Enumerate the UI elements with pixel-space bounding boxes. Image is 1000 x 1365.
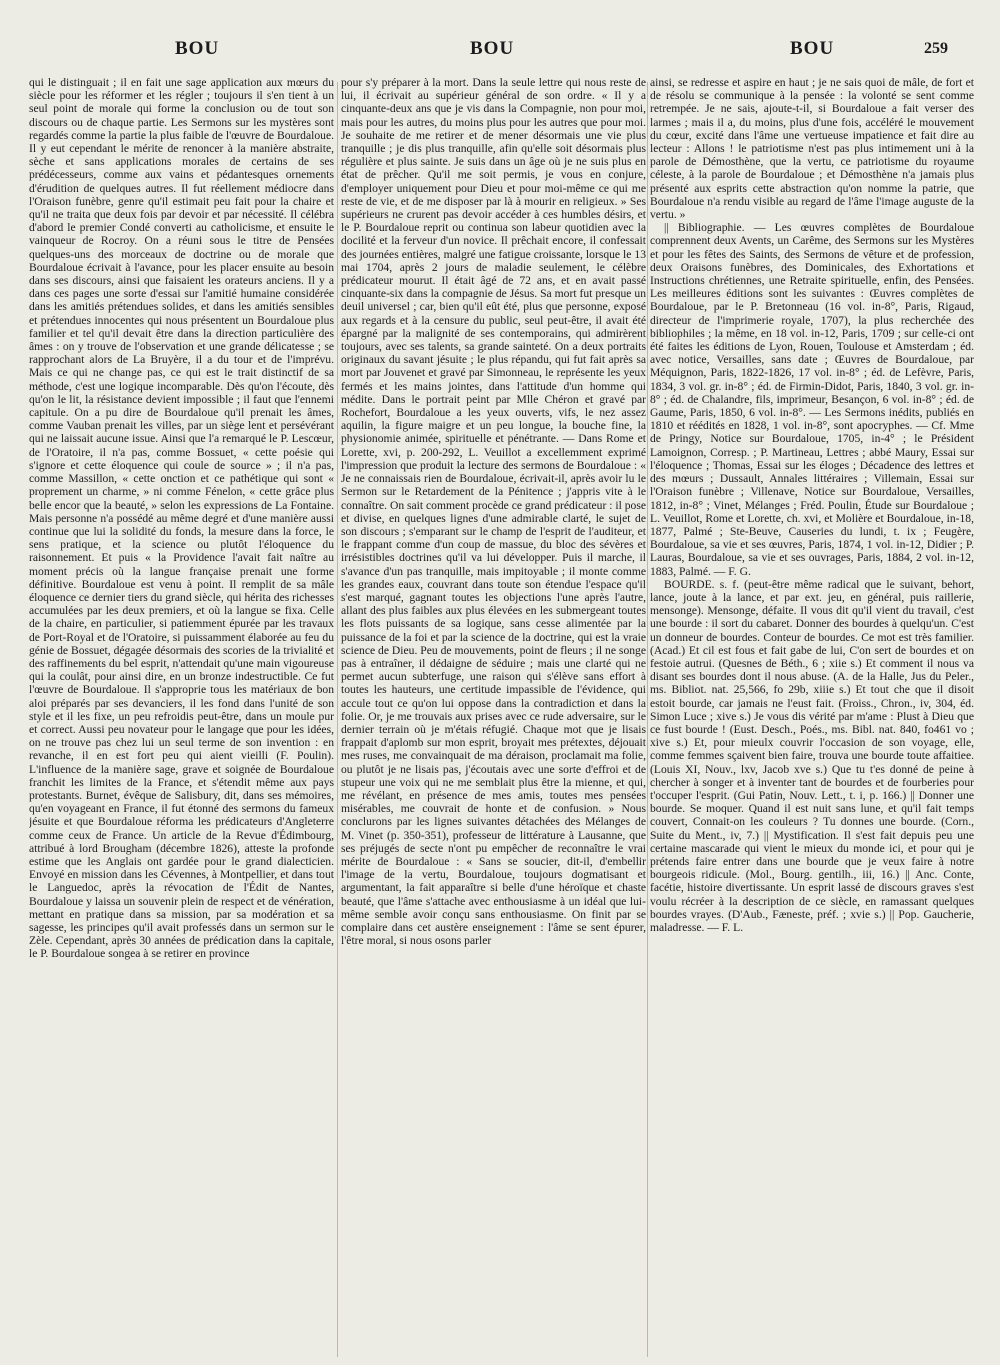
paragraph-bibliography: || Bibliographie. — Les œuvres complètes de Bourdaloue comprennent deux Avents, un Carême, des Sermons sur les Mystères et pour les fêtes des Saints, des Sermons de vêture et de profession, deux Oraisons funèbres, des Dominicales, des Exhortations et Instructions chrétiennes, une Retraite spirituelle, enfin, des Pensées. Les meilleures éditions sont les suivantes : Œuvres complètes de Bourdaloue, par le P. Bretonneau (16 vol. in-8°, Paris, Rigaud, directeur de l'imprimerie royale, 1707), la plus recherchée des bibliophiles ; la même, en 18 vol. in-12, Paris, 1709 ; sur celle-ci ont été faites les éditions de Lyon, Rouen, Toulouse et Amsterdam ; éd. avec notice, Versailles, sans date ; Œuvres de Bourdaloue, par Méquignon, Paris, 1822-1826, 17 vol. in-8° ; éd. de Lefèvre, Paris, 1834, 3 vol. gr. in-8° ; éd. de Firmin-Didot, Paris, 1840, 3 vol. gr. in-8° ; éd. de Chalandre, fils, imprimeur, Besançon, 6 vol. in-8° ; éd. de Gaume, Paris, 1850, 6 vol. in-8°. — Les Sermons inédits, publiés en 1810 et réédités en 1828, 1 vol. in-8°, sont apocryphes. — Cf. Mme de Pringy, Notice sur Bourdaloue, 1705, in-4° ; le Président Lamoignon, Corresp. ; P. Martineau, Lettres ; abbé Maury, Essai sur l'éloquence ; Thomas, Essai sur les éloges ; Décadence des lettres et des mœurs ; Dussault, Annales littéraires ; Villemain, Essai sur l'Oraison funèbre ; Villenave, Notice sur Bourdaloue, Versailles, 1812, in-8° ; Vinet, Mélanges ; Fréd. Poulin, Étude sur Bourdaloue ; L. Veuillot, Rome et Lorette, ch. xvi, et Molière et Bourdaloue, in-18, 1877, Palmé ; Ste-Beuve, Causeries du lundi, t. ix ; Feugère, Bourdaloue, sa vie et ses œuvres, Paris, 1874, 1 vol. in-12, Didier ; P. Lauras, Bourdaloue, sa vie et ses ouvrages, Paris, 1884, 2 vol. in-12, 1883, Palmé. — F. G. xyxy=(650,221,974,578)
paragraph-bourdaloue-style: qui le distinguait ; il en fait une sage application aux mœurs du siècle pour les réformer et les régler ; toujours il s'en tient à un seul point de morale qui forme la conclusion ou de tout son discours ou de chaque partie. Les Sermons sur les mystères sont regardés comme la partie la plus faible de l'œuvre de Bourdaloue. Il y eut cependant le mérite de renoncer à la manière abstraite, sèche et sans applications morales de certains de ses prédécesseurs, comme aux vains et pédantesques ornements d'érudition de quelques autres. Il fut réellement médiocre dans l'Oraison funèbre, genre qu'il estimait peu fait pour la chaire et qu'il ne traita que deux fois par devoir et par nécessité. Il célébra d'abord le premier Condé converti au catholicisme, et ensuite le vainqueur de Rocroy. On a réuni sous le titre de Pensées quelques-uns des morceaux de doctrine ou de morale que Bourdaloue écrivait à l'avance, pour les placer ensuite au besoin dans ses discours, ainsi que faisaient les orateurs anciens. Il y a dans ces pages une sorte d'essai sur l'amitié humaine considérée dans les amitiés prétendues solides, et dans les amitiés sensibles et prétendues innocentes qui nous présentent un Bourdaloue plus familier et tel qu'il devait être dans la direction particulière des âmes : on y trouve de l'observation et une grande délicatesse ; se rapprochant alors de La Bruyère, il a du tour et de l'imprévu. Mais ce qui ne change pas, ce qui est le trait distinctif de sa méthode, c'est une logique incomparable. Dès qu'on l'écoute, dès qu'on le lit, la résistance devient impossible ; il faut que l'ennemi capitule. On a pu dire de Bourdaloue qu'il prenait les âmes, comme Vauban prenait les villes, par un siège lent et persévérant qui ne laissait aucune issue. Ainsi que l'a remarqué le P. Lescœur, de l'Oratoire, il n'a pas, comme Bossuet, « cette poésie qui s'ignore et cette éloquence qui coule de source » ; il n'a pas, comme Massillon, « cette onction et ce pathétique qui sont « proprement un charme, » ni comme Fénelon, « cette grâce plus belle encor que la beauté, » selon les expressions de La Fontaine. Mais personne n'a possédé au même degré et d'une manière aussi continue que lui la solidité du fonds, la mesure dans la force, le sens pratique, et la science ou plutôt l'éloquence du raisonnement. Et puis « la Providence l'avait fait naître au moment précis où la langue française prenait une forme définitive. Bourdaloue est venu à point. Il remplit de sa mâle éloquence ce dernier tiers du grand siècle, qui hérita des richesses accumulées par les deux premiers, et où la langue se fixa. Celle de la chaire, en particulier, si patiemment épurée par les travaux de Port-Royal et de l'Oratoire, si puissamment élaborée au feu du génie de Bossuet, dégagée désormais des scories de la trivialité et des raffinements du bel esprit, n'attendait qu'une main vigoureuse qui la coulât, pour ainsi dire, en un bronze indestructible. Ce fut l'œuvre de Bourdaloue. Il s'approprie tous les matériaux de bon aloi préparés par ses devanciers, il les fond dans l'unité de son style et il les fixe, un peu refroidis peut-être, dans un moule pur et correct. Aussi peu novateur pour le langage que pour les idées, on ne trouve pas chez lui un seul terme de son invention : en revanche, il en est fort peu qui aient vieilli (F. Poulin). L'influence de la manière sage, grave et soignée de Bourdaloue franchit les limites de la France, et s'étendit même aux pays protestants. Burnet, évêque de Salisbury, dit, dans ses mémoires, qu'en voyageant en France, il fut étonné des sermons du fameux jésuite et que Bourdaloue réforma les prédicateurs d'Angleterre comme ceux de France. Un article de la Revue d'Édimbourg, attribué à lord Brougham (décembre 1826), atteste la profonde estime que les Anglais ont gardée pour le grand dialecticien. Envoyé en mission dans les Cévennes, à Montpellier, et dans tout le Languedoc, après la révocation de l'Édit de Nantes, Bourdaloue y laissa un souvenir plein de respect et de vénération, mettant en pratique dans sa mission, par sa modération et sa sagesse, les principes qu'il avait professés dans un sermon sur le Zèle. Cependant, après 30 années de prédication dans la capitale, le P. Bourdaloue songea à se retirer en province xyxy=(29,76,334,961)
paragraph-bourdaloue-death: pour s'y préparer à la mort. Dans la seule lettre qui nous reste de lui, il écrivait au supérieur général de son ordre. « Il y a cinquante-deux ans que je vis dans la Compagnie, non pour moi, mais pour les autres, du moins plus pour les autres que pour moi. Je souhaite de me retirer et de mener désormais une vie plus tranquille ; je dis plus tranquille, afin qu'elle soit désormais plus régulière et plus sainte. Je suis dans un âge où je ne suis plus en état de prêcher. Qu'il me soit permis, je vous en conjure, d'employer uniquement pour Dieu et pour moi-même ce qui me reste de vie, et de me disposer par là à mourir en religieux. » Ses supérieurs ne crurent pas devoir accéder à ces humbles désirs, et le P. Bourdaloue reprit ou continua son labeur quotidien avec la docilité et la ferveur d'un novice. Il prêchait encore, il confessait des journées entières, malgré une fatigue croissante, lorsque le 13 mai 1704, après 2 jours de maladie seulement, le célèbre prédicateur mourut. Il était âgé de 72 ans, et en avait passé cinquante-six dans la compagnie de Jésus. Sa mort fut presque un deuil universel ; car, bien qu'il eût été, plus que personne, exposé aux regards et à la censure du public, seul peut-être, il avait été épargné par la malignité de ses contemporains, qui admirèrent toujours, avec ses talents, sa grande sainteté. On a deux portraits originaux du savant jésuite ; le plus répandu, qui fut fait après sa mort par Jouvenet et gravé par Simonneau, le représente les yeux fermés et les mains jointes, dans l'attitude d'un homme qui médite. Dans le portrait peint par Mlle Chéron et gravé par Rochefort, Bourdaloue a les yeux ouverts, vifs, le nez assez aquilin, la figure maigre et un peu longue, la bouche fine, la physionomie animée, spirituelle et pénétrante. — Dans Rome et Lorette, xvi, p. 200-292, L. Veuillot a excellemment exprimé l'impression que produit la lecture des sermons de Bourdaloue : « Je ne connaissais rien de Bourdaloue, écrivait-il, après avoir lu le Sermon sur le Retardement de la Pénitence ; j'appris vite à le connaître. On sait comment procède ce grand prédicateur : il pose et divise, en quelques lignes d'une admirable clarté, le sujet de son discours ; s'emparant sur le champ de l'esprit de l'auditeur, et le frappant comme d'un coup de massue, du bloc des sévères et irrésistibles doctrines qu'il va lui développer. Puis il marche, il s'avance d'un pas tranquille, mais impitoyable ; il monte comme les grandes eaux, couvrant dans toute son étendue l'espace qu'il s'est marqué, gagnant toutes les objections l'une après l'autre, allant des plus faibles aux plus élevées en les submergeant toutes les flots puissants de sa logique, sans cesse alimentée par la puissance de la foi et par la science de la doctrine, qui est la vraie science de Dieu. Peu de mouvements, point de fleurs ; il ne songe pas à entraîner, il dédaigne de séduire ; mais une clarté qui ne permet aucun subterfuge, une raison qui s'élève sans effort à toutes les hauteurs, une certitude impassible de l'évidence, qui accule tout ce qu'on lui oppose dans la contradiction et dans la folie. Or, je me trouvais aux prises avec ce rude adversaire, sur le dernier terrain où je m'étais réfugié. Chaque mot que je lisais frappait d'aplomb sur mon esprit, broyait mes prétextes, déjouait mes ruses, me convainquait de ma déraison, proclamait ma folie, ou plutôt je ne lisais pas, j'écoutais avec une sorte d'effroi et de stupeur une voix qui ne me semblait plus être la mienne, et qui, me révélant, en présence de mes amis, toutes mes pensées misérables, me couvrait de honte et de confusion. » Nous conclurons par les lignes suivantes détachées des Mélanges de M. Vinet (p. 350-351), professeur de littérature à Lausanne, que ses préjugés de secte n'ont pu empêcher de reconnaître le vrai mérite de Bourdaloue : « Sans se soucier, dit-il, d'embellir l'image de la vertu, Bourdaloue, toujours dogmatisant et argumentant, la fait apparaître si belle d'une héroïque et chaste beauté, que l'âme s'attache avec enthousiasme à un idéal que lui-même semble avoir conçu sans enthousiasme. On finit par se complaire dans cet austère enseignement : l'âme se sent épurer, l'être moral, si nous osons parler xyxy=(341,76,646,948)
text-column-2 xyxy=(341,76,646,1361)
running-head-right: BOU xyxy=(790,38,835,59)
column-divider xyxy=(647,82,648,1357)
paragraph-vinet-quote: ainsi, se redresse et aspire en haut ; je ne sais quoi de mâle, de fort et de résolu se communique à la pensée : la volonté se sent comme retrempée. Je ne sais, ajoute-t-il, si Bourdaloue a fait verser des larmes ; mais il a, du moins, plus d'une fois, accéléré le mouvement du cœur, excité dans l'âme une vertueuse impatience et fait dire au lecteur : Allons ! le patriotisme n'est pas plus intimement uni à la parole de Démosthène, que la vertu, ce patriotisme du royaume céleste, à la parole de Bourdaloue ; et Démosthène n'a jamais plus présenté aux esprits cette abstraction qu'on nomme la patrie, que Bourdaloue n'a rendu visible au regard de l'âme l'image auguste de la vertu. » xyxy=(650,76,974,222)
text-column-1 xyxy=(29,76,334,1361)
text-column-3 xyxy=(650,76,974,1361)
running-head-left: BOU xyxy=(175,38,220,59)
running-head-center: BOU xyxy=(470,38,515,59)
page-number: 259 xyxy=(924,40,948,57)
entry-bourde: BOURDE. s. f. (peut-être même radical que le suivant, behort, lance, joute à la lance, et par ext. jeu, en général, puis raillerie, mensonge). Mensonge, défaite. Il vous dit qu'il vient du travail, c'est une bourde : il sort du cabaret. Donner des bourdes à quelqu'un. C'est un donneur de bourdes. Conteur de bourdes. Ce mot est très familier. (Acad.) Et cil est fous et fait gabe de lui, C'on sert de bourdes et on festoie autrui. (Quesnes de Béth., 6 ; xiie s.) Et comment il nous va disant ses bourdes dont il nous abuse. (A. de la Halle, Jus du Peler., ms. Bibliot. nat. 25,566, fo 29b, xiiie s.) Et tout che que il disoit estoit bourde, car jamais ne l'eust fait. (Froiss., Chron., iv, 304, éd. Simon Luce ; xive s.) Je vous dis vérité par m'ame : Plust à Dieu que ce fust bourde ! (Eust. Desch., Poés., ms. Bibl. nat. 840, fo461 vo ; xive s.) Et, pour mieulx couvrir l'occasion de son voyage, elle, comme femmes sçaivent bien faire, trouva une bourde toute affaitiee. (Louis XI, Nouv., lxv, Jacob xve s.) Que tu t'es donné de peine à chercher à songer et à inventer tant de bourdes et de fourberies pour t'occuper l'esprit. (Gui Patin, Nouv. Lett., t. i, p. 166.) || Donner une bourde. Se moquer. Quand il est nuit sans lune, et qu'il fait temps couvert, Connait-on les couleurs ? Tu donnes une bourde. (Corn., Suite du Ment., iv, 7.) || Mystification. Il s'est fait depuis peu une certaine mascarade qui vient le mieux du monde ici, et pour qui je prétends faire entrer dans une bourde que je veux faire à notre bourgeois ridicule. (Mol., Bourg. gentilh., iii, 16.) || Anc. Conte, facétie, histoire divertissante. Un esprit lassé de discours graves s'est voulu récréer à la description de ce siècle, en ramassant quelques bourdes vrayes. (D'Aub., Fæneste, préf. ; xvie s.) || Pop. Gaucherie, maladresse. — F. L. xyxy=(650,577,974,934)
column-divider xyxy=(337,82,338,1357)
